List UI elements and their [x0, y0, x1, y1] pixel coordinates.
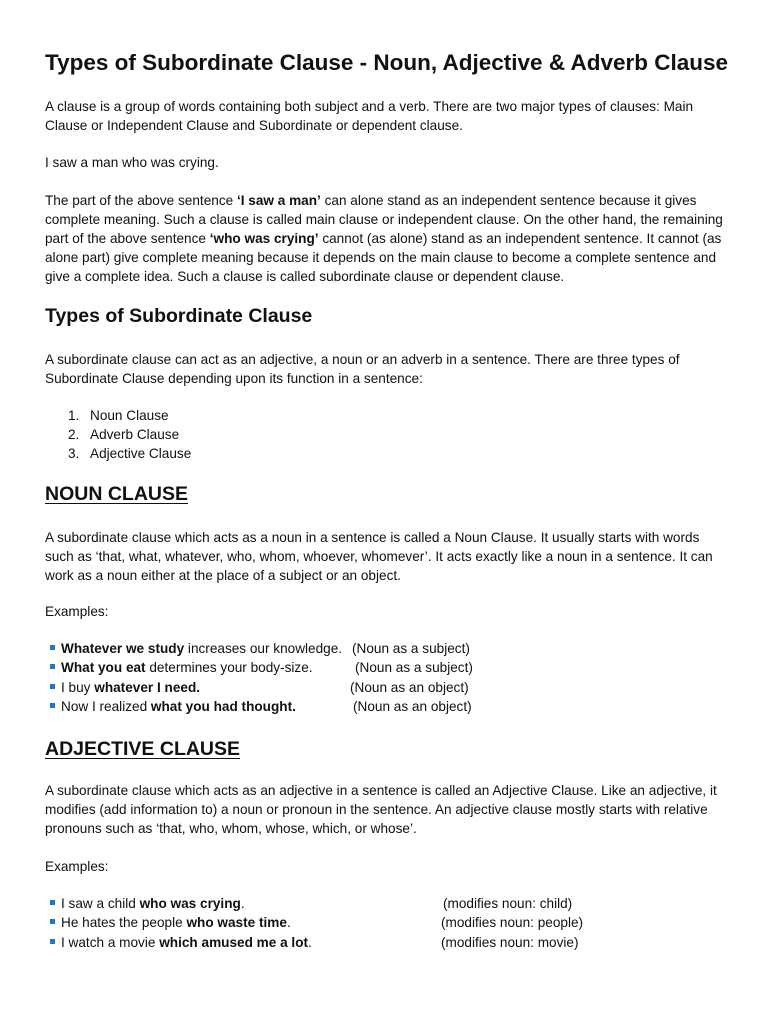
text-run: .: [286, 915, 291, 931]
noun-examples: [45, 639, 730, 716]
example-note: (modifies noun: child): [443, 896, 573, 911]
bullet-square-icon: [50, 645, 55, 650]
example-sentence: [61, 697, 296, 716]
list-number: 1.: [68, 408, 80, 423]
text-run: He hates the people: [61, 915, 187, 931]
text-run: .: [240, 896, 245, 911]
bullet-square-icon: [50, 939, 55, 944]
text-run: The part of the above sentence: [45, 193, 237, 208]
bullet-square-icon: [50, 664, 55, 669]
bold-phrase: ‘I saw a man’: [236, 193, 321, 208]
example-sentence: [61, 894, 245, 913]
text-run: Now I realized: [61, 698, 151, 714]
bold-phrase: ‘who was crying’: [209, 231, 319, 246]
example-note: (modifies noun: movie): [441, 934, 579, 950]
text-run: I buy: [61, 679, 95, 695]
bullet-square-icon: [50, 900, 55, 905]
types-paragraph: A subordinate clause can act as an adjective, a noun or an adverb in a sentence. There are three types of Subordinate Clause depending upon its function in a sentence:: [45, 352, 680, 386]
page-title: Types of Subordinate Clause - Noun, Adjective & Adverb Clause: [45, 50, 729, 75]
bold-phrase: What you eat: [61, 660, 146, 676]
text-run: .: [308, 934, 312, 950]
text-run: determines your body-size.: [145, 660, 313, 676]
list-number: 2.: [68, 427, 80, 442]
text-run: can alone stand as an independent sentence because it gives complete meaning. Such a clause is called main clause or independent clause. On the other hand, the remaining part of the above sentence: [45, 193, 723, 246]
bold-phrase: Whatever we study: [61, 641, 185, 656]
text-run: cannot (as alone) stand as an independent sentence. It cannot (as alone part) give complete meaning because it depends on the main clause to become a complete sentence and give a complete idea. Such a clause is called subordinate clause or dependent clause.: [45, 231, 722, 284]
intro-paragraph: A clause is a group of words containing both subject and a verb. There are two major types of clauses: Main Clause or Independent Clause and Subordinate or dependent clause.: [45, 99, 694, 133]
example-row: [45, 913, 730, 932]
bold-phrase: what you had thought.: [150, 698, 296, 714]
list-label: Adverb Clause: [90, 427, 180, 442]
list-item: [45, 406, 191, 425]
bold-phrase: whatever I need.: [94, 679, 201, 695]
section-heading-adjective-clause: ADJECTIVE CLAUSE: [45, 738, 241, 760]
types-list: [45, 406, 191, 463]
example-note: (Noun as an object): [350, 679, 469, 695]
text-run: I watch a movie: [61, 934, 160, 950]
example-sentence: [61, 678, 200, 697]
list-item: [45, 444, 191, 463]
example-row: [45, 658, 730, 677]
example-row: [45, 697, 730, 716]
list-label: Adjective Clause: [90, 446, 192, 461]
list-item: [45, 425, 191, 444]
example-sentence: [61, 913, 291, 932]
example-note: (Noun as a subject): [352, 641, 470, 656]
text-run: I saw a child: [61, 896, 140, 911]
bold-phrase: who was crying: [139, 896, 241, 911]
bullet-square-icon: [50, 919, 55, 924]
example-row: [45, 894, 730, 913]
example-sentence: I saw a man who was crying.: [45, 155, 219, 170]
example-note: (Noun as a subject): [355, 660, 473, 676]
example-sentence: [61, 639, 342, 658]
list-label: Noun Clause: [90, 408, 169, 423]
noun-clause-paragraph: A subordinate clause which acts as a noun in a sentence is called a Noun Clause. It usually starts with words such as ‘that, what, whatever, who, whom, whoever, whomever’. It acts exactly like a noun in a sentence. It can work as a noun either at the place of a subject or an object.: [45, 530, 713, 583]
bullet-square-icon: [50, 684, 55, 689]
example-note: (modifies noun: people): [441, 915, 584, 931]
example-row: [45, 933, 730, 952]
bold-phrase: who waste time: [186, 915, 287, 931]
explanation-paragraph: [45, 191, 730, 286]
adjective-examples: [45, 894, 730, 952]
examples-label: Examples:: [45, 859, 109, 874]
bold-phrase: which amused me a lot: [159, 934, 309, 950]
section-heading-noun-clause: NOUN CLAUSE: [45, 483, 189, 505]
text-run: increases our knowledge.: [184, 641, 343, 656]
example-sentence: [61, 933, 312, 952]
bullet-square-icon: [50, 703, 55, 708]
example-note: (Noun as an object): [353, 698, 472, 714]
examples-label: Examples:: [45, 604, 109, 619]
example-sentence: [61, 658, 313, 677]
section-heading-types: Types of Subordinate Clause: [45, 305, 313, 327]
example-row: [45, 678, 730, 697]
adjective-clause-paragraph: A subordinate clause which acts as an adjective in a sentence is called an Adjective Clause. Like an adjective, it modifies (add information to) a noun or pronoun in the sentence. An adjective clause mostly starts with relative pronouns such as ‘that, who, whom, whose, which, or whose’.: [45, 783, 717, 836]
example-row: [45, 639, 730, 658]
list-number: 3.: [68, 446, 80, 461]
